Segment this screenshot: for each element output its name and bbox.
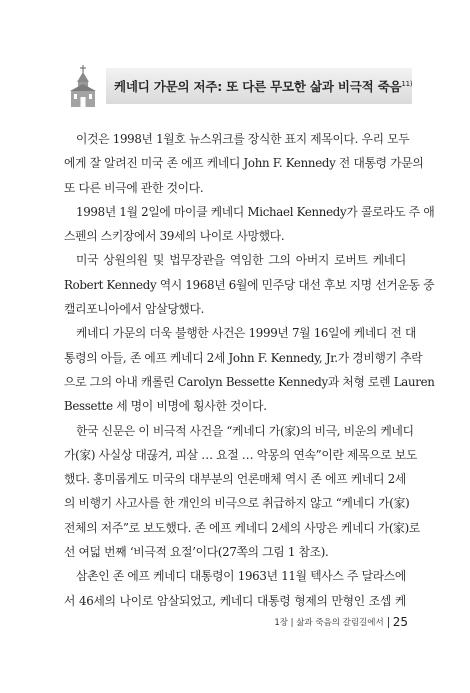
text-line: 스펜의 스키장에서 39세의 나이로 사망했다. bbox=[64, 229, 285, 244]
section-title-text: 케네디 가문의 저주: 또 다른 무모한 삶과 비극적 죽음 bbox=[114, 79, 402, 94]
text-line: 에게 잘 알려진 미국 존 에프 케네디 John F. Kennedy 전 대통령 가문의 bbox=[64, 156, 424, 171]
section-header bbox=[62, 64, 413, 108]
text-line: 가(家) 사실상 대끊겨, 피살 … 요절 … 악몽의 연속”이란 제목으로 보도 bbox=[64, 447, 418, 462]
church-icon bbox=[62, 64, 104, 108]
footer-divider bbox=[388, 617, 389, 628]
text-line: 미국 상원의원 및 법무장관을 역임한 그의 아버지 로버트 케네디 bbox=[76, 253, 406, 268]
text-line: 서 46세의 나이로 암살되었고, 케네디 대통령 형제의 만형인 조셉 케 bbox=[64, 593, 406, 608]
text-line: 했다. 홍미롭게도 미국의 대부분의 언론매체 역시 존 에프 케네디 2세 bbox=[64, 472, 406, 487]
paragraph bbox=[64, 321, 435, 418]
text-line: Bessette 세 명이 비명에 횡사한 것이다. bbox=[64, 399, 267, 414]
text-line: Robert Kennedy 역시 1968년 6월에 민주당 대선 후보 지명 선거운동 중 bbox=[64, 277, 435, 292]
paragraph bbox=[64, 419, 421, 565]
paragraph bbox=[64, 200, 435, 249]
text-line: 삼촌인 존 에프 케네디 대통령이 1963년 11월 텍사스 주 달라스에 bbox=[76, 569, 406, 584]
text-line: 캘리포니아에서 암살당했다. bbox=[64, 302, 205, 317]
running-footer-chapter: 1장 | 삶과 죽음의 갈림길에서 bbox=[274, 618, 384, 628]
text-line: 으로 그의 아내 캐롤린 Carolyn Bessette Kennedy과 처형 로렌 Lauren bbox=[64, 374, 435, 389]
text-line: 선 여덟 번째 ‘비극적 요절’이다(27쪽의 그림 1 참조). bbox=[64, 545, 329, 560]
section-header-band bbox=[106, 68, 412, 104]
paragraph bbox=[64, 127, 424, 200]
page-footer bbox=[230, 614, 408, 630]
page-number: 25 bbox=[392, 615, 408, 629]
text-line: 통령의 아들, 존 에프 케네디 2세 John F. Kennedy, Jr.가 경비행기 추락 bbox=[64, 350, 423, 365]
paragraph bbox=[64, 564, 406, 613]
text-line: 의 비행기 사고사를 한 개인의 비극으로 취급하지 않고 “케네디 가(家) bbox=[64, 496, 410, 511]
text-line: 전체의 저주”로 보도했다. 존 에프 케네디 2세의 사망은 케네디 가(家)로 bbox=[64, 520, 421, 535]
footnote-mark: 11) bbox=[401, 79, 413, 88]
paragraph bbox=[64, 248, 435, 321]
text-line: 또 다른 비극에 관한 것이다. bbox=[64, 180, 204, 195]
text-line: 한국 신문은 이 비극적 사건을 “케네디 가(家)의 비극, 비운의 케네디 bbox=[76, 423, 414, 438]
text-line: 1998년 1월 2일에 마이클 케네디 Michael Kennedy가 콜로라도 주 애 bbox=[76, 204, 435, 219]
text-line: 이것은 1998년 1월호 뉴스위크를 장식한 표지 제목이다. 우리 모두 bbox=[76, 132, 410, 146]
body-text bbox=[64, 127, 435, 613]
section-title bbox=[114, 77, 412, 95]
text-line: 케네디 가문의 더욱 불행한 사건은 1999년 7월 16일에 케네디 전 대 bbox=[76, 326, 417, 341]
